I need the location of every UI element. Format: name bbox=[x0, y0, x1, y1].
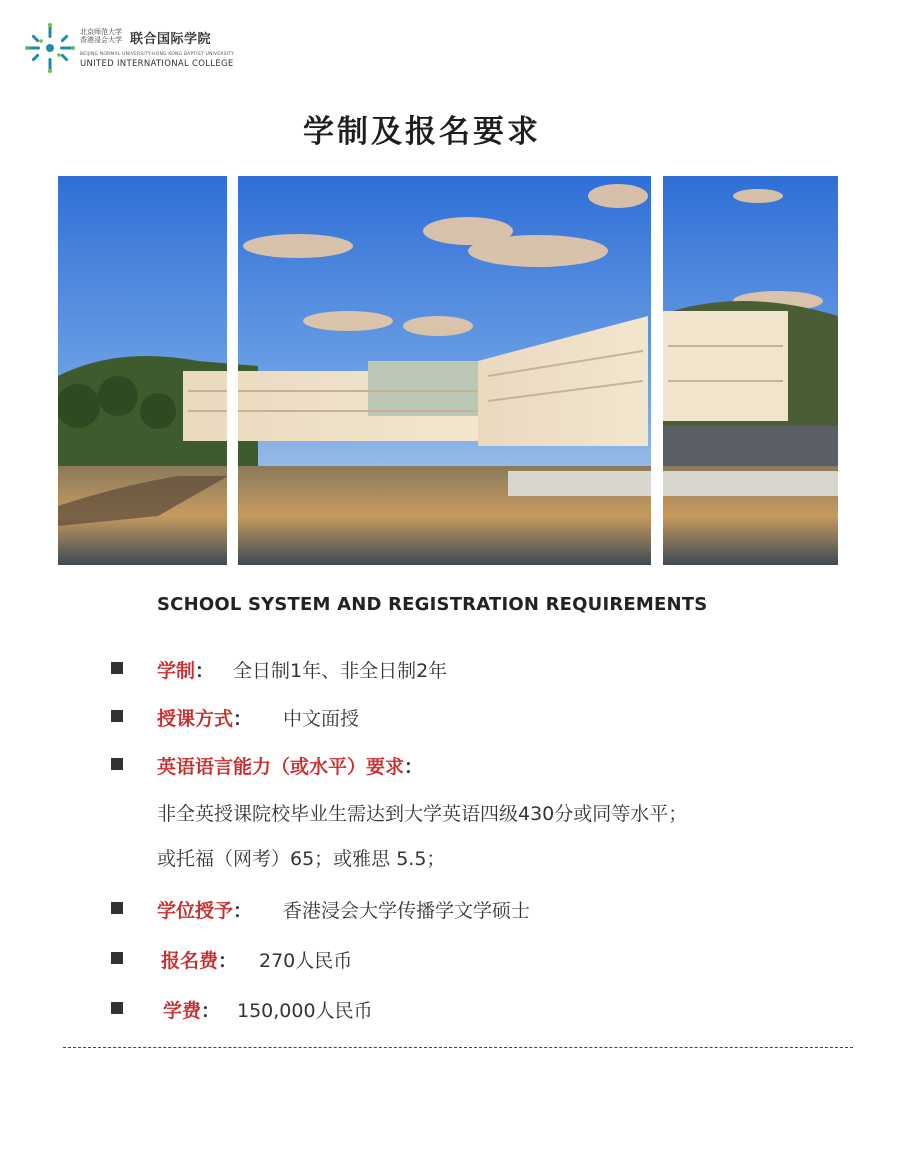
requirement-label: 学位授予： bbox=[157, 900, 253, 922]
square-bullet-icon bbox=[111, 662, 123, 674]
requirement-value: 中文面授 bbox=[283, 708, 360, 730]
university-names-cn bbox=[80, 28, 128, 44]
square-bullet-icon bbox=[111, 758, 123, 770]
college-logo bbox=[24, 22, 234, 74]
requirement-value: 150,000人民币 bbox=[237, 1000, 373, 1022]
univ-name-hkbu: 香港浸会大学 bbox=[80, 36, 122, 44]
requirement-value: 全日制1年、非全日制2年 bbox=[233, 660, 448, 682]
dashed-divider bbox=[63, 1047, 853, 1048]
requirement-label: 英语语言能力（或水平）要求： bbox=[157, 756, 424, 778]
college-name-cn: 联合国际学院 bbox=[130, 32, 212, 47]
requirement-label: 报名费： bbox=[161, 950, 238, 972]
requirement-value: 270人民币 bbox=[259, 950, 353, 972]
campus-photo bbox=[58, 176, 838, 565]
campus-photo-image bbox=[58, 176, 838, 565]
requirement-label: 学费： bbox=[163, 1000, 221, 1022]
section-subtitle: SCHOOL SYSTEM AND REGISTRATION REQUIREMENTS bbox=[157, 594, 708, 615]
english-requirement-detail: 或托福（网考）65；或雅思 5.5； bbox=[157, 848, 446, 870]
square-bullet-icon bbox=[111, 1002, 123, 1014]
uic-logo-icon bbox=[24, 22, 76, 74]
college-name-en: UNITED INTERNATIONAL COLLEGE bbox=[80, 59, 234, 69]
requirement-label: 学制： bbox=[157, 660, 215, 682]
page-title: 学制及报名要求 bbox=[303, 114, 541, 150]
square-bullet-icon bbox=[111, 952, 123, 964]
requirement-value: 香港浸会大学传播学文学硕士 bbox=[283, 900, 531, 922]
university-names-en: BEIJING NORMAL UNIVERSITY-HONG KONG BAPTIST UNIVERSITY bbox=[80, 52, 235, 57]
requirement-label: 授课方式： bbox=[157, 708, 253, 730]
univ-name-bnu: 北京师范大学 bbox=[80, 28, 122, 36]
square-bullet-icon bbox=[111, 710, 123, 722]
square-bullet-icon bbox=[111, 902, 123, 914]
english-requirement-detail: 非全英授课院校毕业生需达到大学英语四级430分或同等水平； bbox=[157, 803, 688, 825]
